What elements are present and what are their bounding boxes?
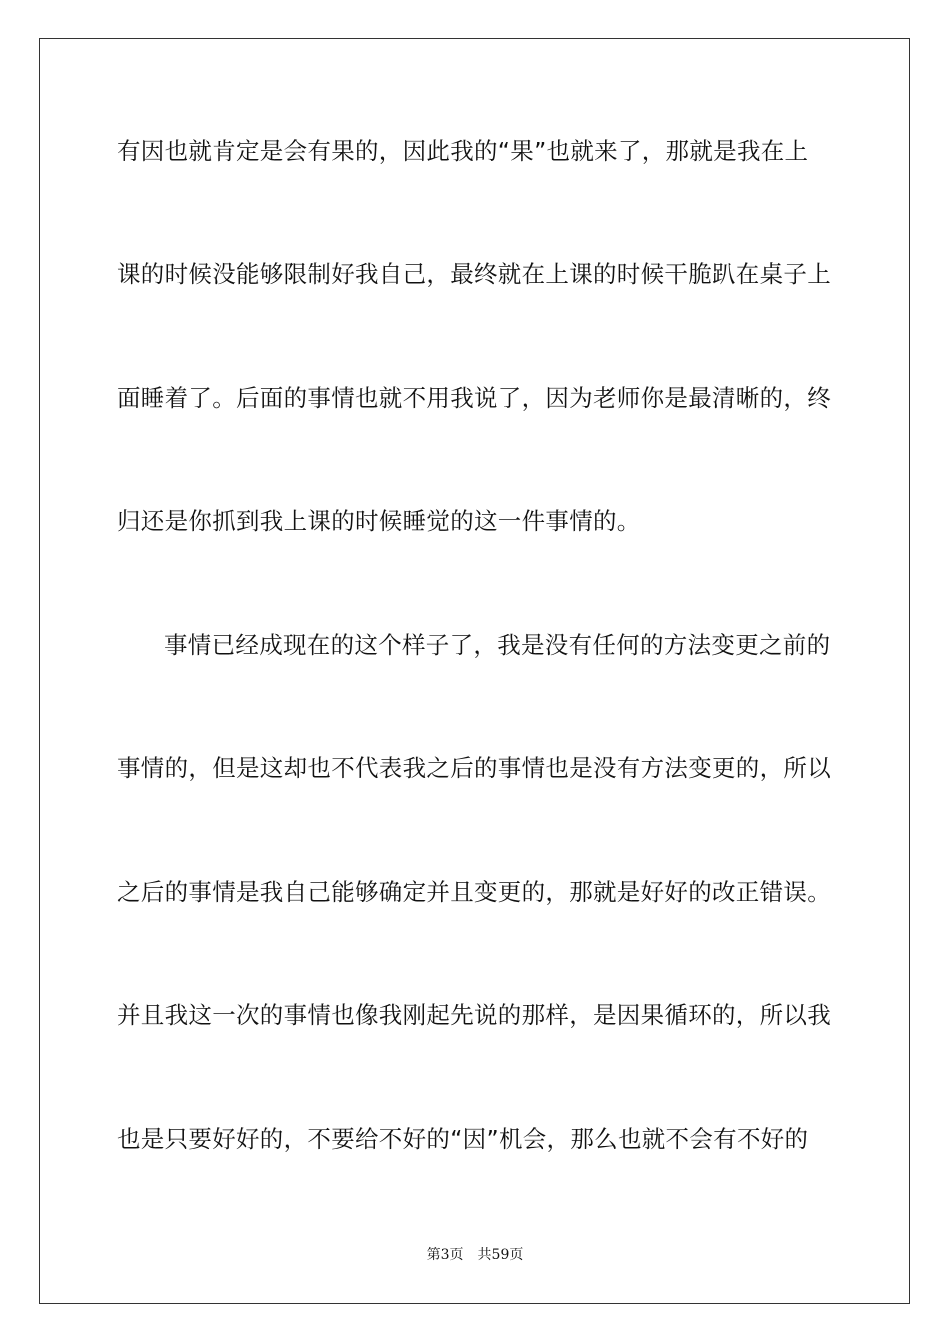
paragraph-line-indented: 事情已经成现在的这个样子了，我是没有任何的方法变更之前的 [164, 631, 831, 659]
page-number: 第3页 [426, 1247, 464, 1263]
page-border [39, 38, 910, 1304]
paragraph-line: 有因也就肯定是会有果的，因此我的“果”也就来了，那就是我在上 [117, 137, 809, 165]
paragraph-line: 归还是你抓到我上课的时候睡觉的这一件事情的。 [117, 507, 641, 535]
page-footer [0, 1246, 950, 1264]
paragraph-line: 之后的事情是我自己能够确定并且变更的，那就是好好的改正错误。 [117, 878, 831, 906]
total-pages: 共59页 [477, 1247, 524, 1263]
paragraph-line: 也是只要好好的，不要给不好的“因”机会，那么也就不会有不好的 [117, 1125, 809, 1153]
paragraph-line: 并且我这一次的事情也像我刚起先说的那样，是因果循环的，所以我 [117, 1001, 831, 1029]
paragraph-line: 课的时候没能够限制好我自己，最终就在上课的时候干脆趴在桌子上 [117, 260, 831, 288]
paragraph-line: 事情的，但是这却也不代表我之后的事情也是没有方法变更的，所以 [117, 754, 831, 782]
paragraph-line: 面睡着了。后面的事情也就不用我说了，因为老师你是最清晰的，终 [117, 384, 831, 412]
